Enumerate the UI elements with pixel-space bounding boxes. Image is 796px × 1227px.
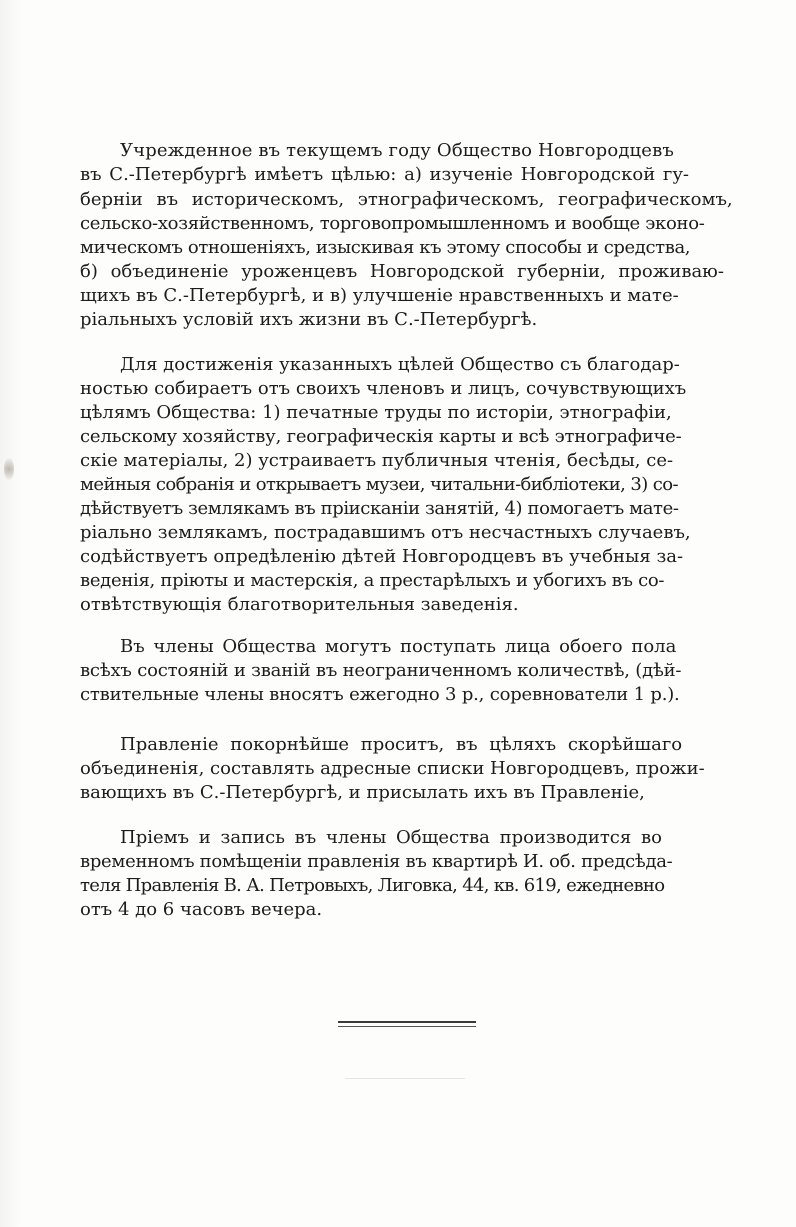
text-line: вающихъ въ С.-Петербургѣ, и присылать ихъ въ Правленіе, xyxy=(80,782,645,803)
separator-rule-top xyxy=(338,1021,476,1023)
text-line: щихъ въ С.-Петербургѣ, и в) улучшеніе нравственныхъ и мате- xyxy=(80,285,679,306)
text-line: теля Правленія В. А. Петровыхъ, Лиговка, 44, кв. 619, ежедневно xyxy=(80,875,665,896)
text-line: отъ 4 до 6 часовъ вечера. xyxy=(80,899,323,920)
text-line: скіе матеріалы, 2) устраиваетъ публичныя чтенія, бесѣды, се- xyxy=(80,450,674,471)
text-line: б) объединеніе уроженцевъ Новгородской губерніи, проживаю- xyxy=(80,261,724,282)
text-line: цѣлямъ Общества: 1) печатные труды по исторіи, этнографіи, xyxy=(80,402,672,423)
text-line: мейныя собранія и открываетъ музеи, читальни-библіотеки, 3) со- xyxy=(80,474,678,495)
text-line: объединенія, составлять адресные списки Новгородцевъ, прожи- xyxy=(80,758,705,779)
text-line: Въ члены Общества могутъ поступать лица обоего пола xyxy=(120,636,677,657)
text-line: Правленіе покорнѣйше проситъ, въ цѣляхъ скорѣйшаго xyxy=(120,734,683,755)
text-line: ріально землякамъ, пострадавшимъ отъ несчастныхъ случаевъ, xyxy=(80,522,691,543)
text-line: Пріемъ и запись въ члены Общества производится во xyxy=(120,827,662,848)
text-line: Учрежденное въ текущемъ году Общество Новгородцевъ xyxy=(120,140,674,161)
text-line: ствительные члены вносятъ ежегодно 3 р., соревнователи 1 р.). xyxy=(80,684,680,705)
ink-spot xyxy=(4,458,14,480)
text-line: временномъ помѣщеніи правленія въ квартирѣ И. об. предсѣда- xyxy=(80,851,673,872)
text-line: дѣйствуетъ землякамъ въ пріисканіи занятій, 4) помогаетъ мате- xyxy=(80,498,679,519)
text-line: содѣйствуетъ опредѣленію дѣтей Новгородцевъ въ учебныя за- xyxy=(80,546,684,567)
faint-rule xyxy=(345,1078,465,1079)
text-line: ріальныхъ условій ихъ жизни въ С.-Петербургѣ. xyxy=(80,309,538,330)
text-line: сельскому хозяйству, географическія карты и всѣ этнографиче- xyxy=(80,426,682,447)
text-line: сельско-хозяйственномъ, торговопромышленномъ и вообще эконо- xyxy=(80,213,705,234)
text-line: Для достиженія указанныхъ цѣлей Общество съ благодар- xyxy=(120,354,680,375)
text-line: въ С.-Петербургѣ имѣетъ цѣлью: а) изученіе Новгородской гу- xyxy=(80,164,690,185)
text-line: веденія, пріюты и мастерскія, а престарѣлыхъ и убогихъ въ со- xyxy=(80,570,665,591)
text-line: отвѣтствующія благотворительныя заведенія. xyxy=(80,594,519,615)
page-edge-shadow xyxy=(0,0,22,1227)
separator-rule-bottom xyxy=(338,1026,476,1027)
text-line: берніи въ историческомъ, этнографическомъ, географическомъ, xyxy=(80,189,733,210)
text-line: ностью собираетъ отъ своихъ членовъ и лицъ, сочувствующихъ xyxy=(80,378,687,399)
text-line: мическомъ отношеніяхъ, изыскивая къ этому способы и средства, xyxy=(80,237,691,258)
text-line: всѣхъ состояній и званій въ неограниченномъ количествѣ, (дѣй- xyxy=(80,660,682,681)
